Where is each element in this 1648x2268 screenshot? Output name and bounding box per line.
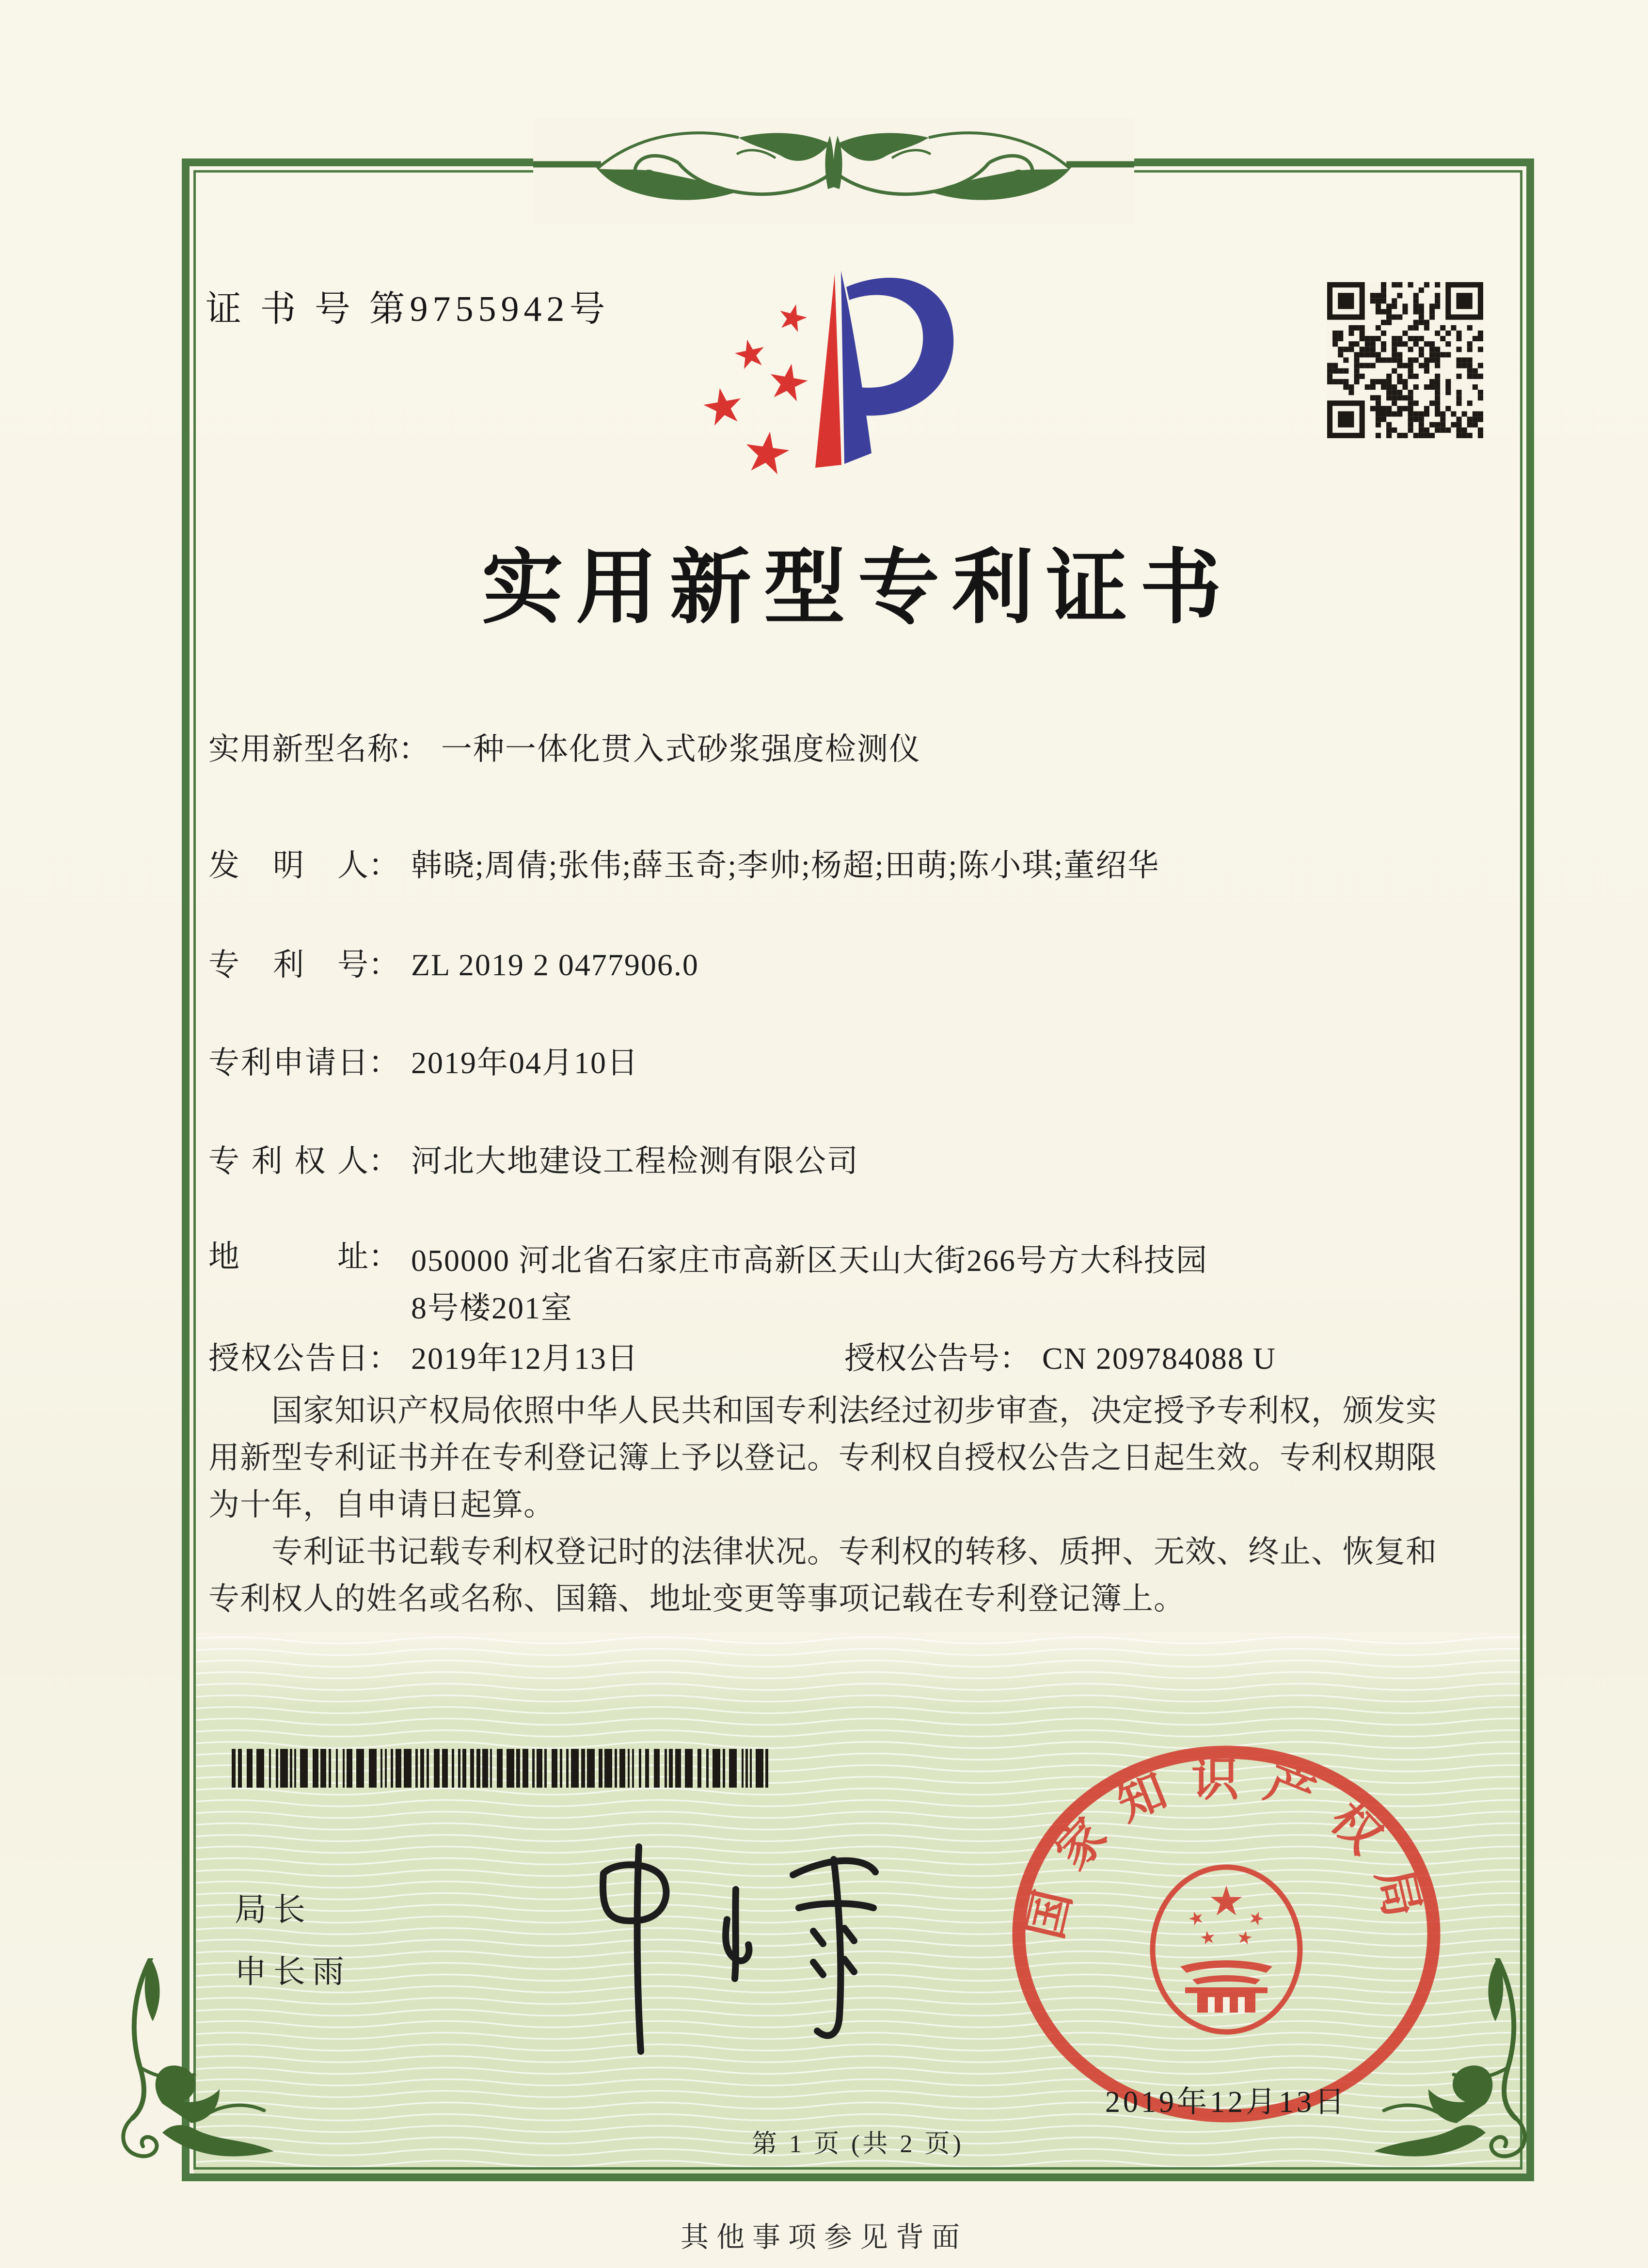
field-colon: ：: [368, 1144, 399, 1178]
field-value: 一种一体化贯入式砂浆强度检测仪: [441, 732, 921, 766]
barcode-bars: [232, 1749, 768, 1788]
logo-stars: [701, 301, 810, 476]
logo-blue-wedge: [841, 271, 872, 464]
certificate-title: 实用新型专利证书: [482, 543, 1234, 634]
certificate-number: 证 书 号 第9755942号: [206, 289, 610, 329]
seal-national-emblem: [1153, 1867, 1300, 2032]
grant-number-group: [844, 1339, 1276, 1379]
field-row-inventors: [208, 846, 1493, 886]
field-label: 专利号: [208, 948, 368, 982]
field-label: 专利申请日: [208, 1046, 368, 1080]
field-row-name: [208, 730, 1493, 769]
top-flourish-ornament: [533, 118, 1134, 224]
field-value: 河北大地建设工程检测有限公司: [411, 1144, 859, 1178]
field-colon: ：: [368, 1239, 399, 1274]
address-line-1: 050000 河北省石家庄市高新区天山大街266号方大科技园: [411, 1243, 1208, 1278]
field-value: ZL 2019 2 0477906.0: [411, 948, 699, 982]
logo-blue-bowl: [846, 278, 953, 416]
field-colon: ：: [398, 732, 429, 766]
cnipa-logo: [693, 248, 994, 476]
field-colon: ：: [368, 1341, 399, 1376]
field-label: 地址: [208, 1239, 368, 1274]
flourish-left: [533, 133, 834, 200]
field-colon: ：: [368, 1046, 399, 1080]
field-label: 实用新型名称: [208, 732, 398, 766]
legal-paragraph-2: 专利证书记载专利权登记时的法律状况。专利权的转移、质押、无效、终止、恢复和专利权人的姓名或名称、国籍、地址变更等事项记载在专利登记簿上。: [208, 1535, 1437, 1616]
legal-paragraph-1: 国家知识产权局依照中华人民共和国专利法经过初步审查，决定授予专利权，颁发实用新型专利证书并在专利登记簿上予以登记。专利权自授权公告之日起生效。专利权期限为十年，自申请日起算。: [208, 1394, 1437, 1522]
director-name: 申长雨: [235, 1954, 351, 1990]
field-colon: ：: [368, 848, 399, 883]
back-side-note: 其他事项参见背面: [680, 2221, 967, 2253]
field-value: 2019年12月13日: [411, 1341, 639, 1376]
field-value: [411, 1237, 1429, 1332]
director-title: 局长: [235, 1892, 312, 1928]
field-value: 韩晓;周倩;张伟;薛玉奇;李帅;杨超;田萌;陈小琪;董绍华: [411, 848, 1160, 883]
field-value: CN 209784088 U: [1042, 1341, 1277, 1376]
field-colon: ：: [368, 948, 399, 982]
field-colon: ：: [999, 1341, 1030, 1376]
field-value: 2019年04月10日: [411, 1046, 639, 1080]
field-label: 授权公告号: [844, 1341, 999, 1376]
official-seal: [998, 1733, 1454, 2135]
seal-agency-text: 国家知识产权局: [1019, 1753, 1434, 1944]
field-row-patentee: [208, 1142, 1493, 1181]
field-label: 授权公告日: [208, 1341, 368, 1376]
qr-code: [1327, 282, 1483, 438]
field-label: 专利权人: [208, 1144, 368, 1178]
legal-text: [208, 1387, 1464, 1622]
field-row-filing-date: [208, 1043, 1493, 1083]
svg-text:国家知识产权局: [1019, 1753, 1433, 1944]
director-signature: [523, 1827, 931, 2070]
field-label: 发明人: [208, 848, 368, 883]
seal-date: 2019年12月13日: [1105, 2086, 1347, 2119]
logo-red-wedge: [815, 274, 841, 468]
field-row-patent-number: [208, 945, 1493, 985]
field-row-grant: [208, 1339, 1493, 1379]
barcode: [232, 1749, 779, 1788]
flourish-right: [833, 133, 1134, 200]
address-line-2: 8号楼201室: [411, 1291, 573, 1325]
field-row-address: [208, 1237, 1493, 1332]
page-indicator: 第 1 页 (共 2 页): [752, 2130, 964, 2158]
